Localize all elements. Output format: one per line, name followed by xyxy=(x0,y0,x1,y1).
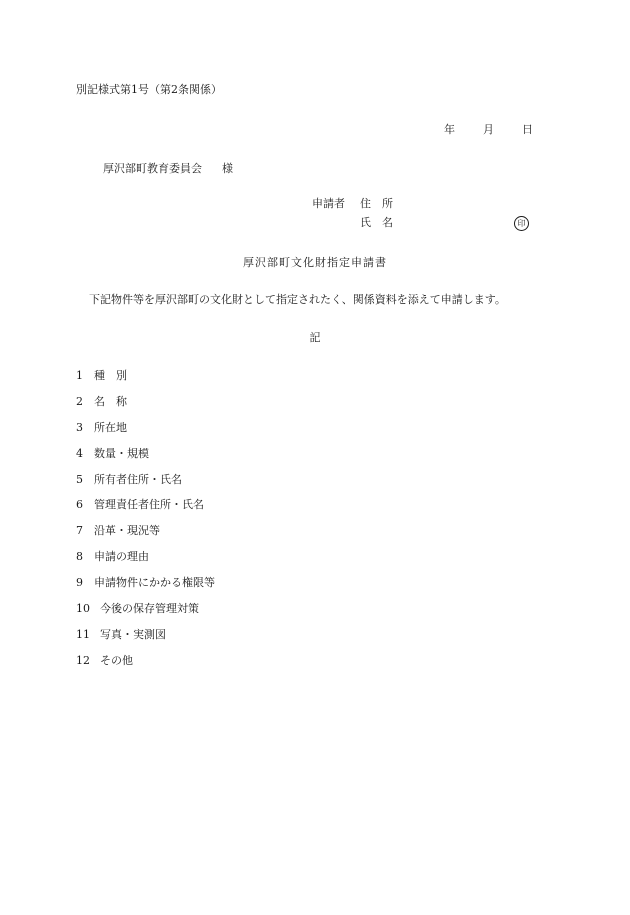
list-item xyxy=(76,551,215,577)
addressee-honorific: 様 xyxy=(222,162,233,175)
item-label: 沿革・現況等 xyxy=(94,524,160,538)
list-item xyxy=(76,448,215,474)
name-label-char-1: 氏 xyxy=(360,216,371,229)
item-label: 管理責任者住所・氏名 xyxy=(94,498,204,512)
name-label xyxy=(360,217,393,228)
list-item xyxy=(76,370,215,396)
seal-mark: 印 xyxy=(514,216,529,231)
address-label xyxy=(360,198,393,209)
request-statement: 下記物件等を厚沢部町の文化財として指定されたく、関係資料を添えて申請します。 xyxy=(89,293,506,306)
addressee xyxy=(103,163,233,174)
date-day-label: 日 xyxy=(522,123,533,136)
applicant-label: 申請者 xyxy=(312,197,345,210)
item-number: 1 xyxy=(76,369,83,382)
form-number: 別記様式第1号（第2条関係） xyxy=(76,83,222,96)
applicant-block xyxy=(312,198,393,236)
item-label xyxy=(94,370,127,396)
document-title: 厚沢部町文化財指定申請書 xyxy=(243,256,387,269)
item-list xyxy=(76,370,215,681)
item-number: 12 xyxy=(76,653,90,667)
item-number: 4 xyxy=(76,446,83,460)
item-label: 所有者住所・氏名 xyxy=(94,472,182,486)
list-item xyxy=(76,603,215,629)
item-label: その他 xyxy=(100,653,133,667)
list-item xyxy=(76,499,215,525)
item-number: 6 xyxy=(76,498,83,512)
item-number: 7 xyxy=(76,524,83,538)
item-number: 3 xyxy=(76,420,83,434)
list-item xyxy=(76,422,215,448)
list-item xyxy=(76,525,215,551)
item-label: 申請物件にかかる権限等 xyxy=(94,576,215,590)
list-item xyxy=(76,655,215,681)
item-number: 8 xyxy=(76,550,83,564)
item-label-char-1: 名 xyxy=(94,394,105,408)
name-label-char-2: 名 xyxy=(382,216,393,229)
list-item xyxy=(76,396,215,422)
item-label-char-2: 称 xyxy=(116,394,127,408)
item-label-char-1: 種 xyxy=(94,369,105,382)
list-item xyxy=(76,474,215,500)
item-label: 写真・実測図 xyxy=(100,627,166,641)
item-number: 11 xyxy=(76,627,90,641)
item-label: 所在地 xyxy=(94,420,127,434)
item-number: 5 xyxy=(76,472,83,486)
address-label-char-1: 住 xyxy=(360,197,371,210)
addressee-name: 厚沢部町教育委員会 xyxy=(103,162,202,175)
item-number: 2 xyxy=(76,394,83,408)
date-month-label: 月 xyxy=(483,123,494,136)
item-label: 今後の保存管理対策 xyxy=(100,602,199,616)
date-year-label: 年 xyxy=(444,123,455,136)
item-number: 10 xyxy=(76,602,90,616)
item-label: 数量・規模 xyxy=(94,446,149,460)
item-label xyxy=(94,396,127,422)
list-item xyxy=(76,577,215,603)
address-label-char-2: 所 xyxy=(382,197,393,210)
list-item xyxy=(76,629,215,655)
item-number: 9 xyxy=(76,576,83,590)
item-label: 申請の理由 xyxy=(94,550,149,564)
ki-heading: 記 xyxy=(309,331,321,344)
item-label-char-2: 別 xyxy=(116,369,127,382)
date-line xyxy=(444,124,533,135)
